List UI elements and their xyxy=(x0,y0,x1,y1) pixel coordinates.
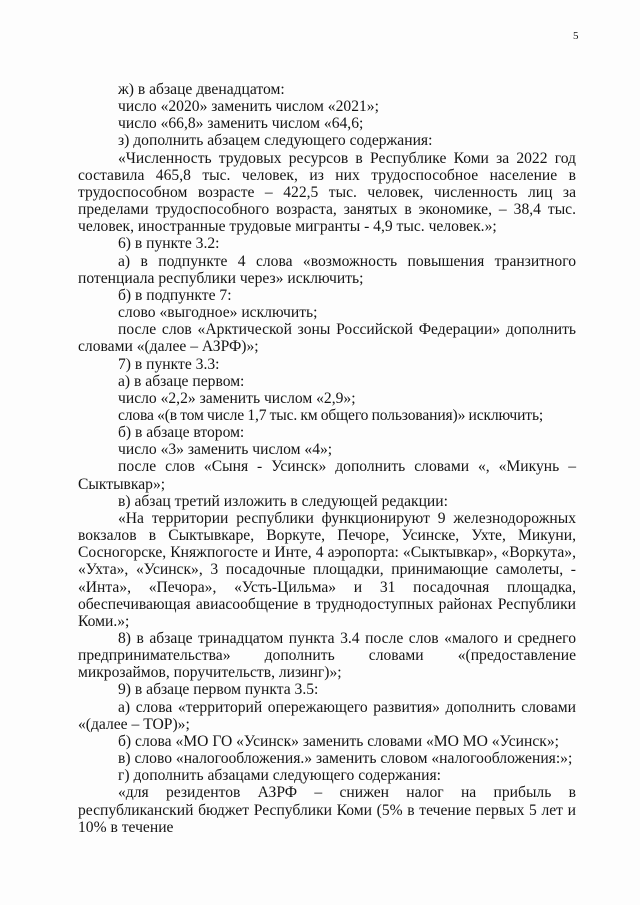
paragraph: «Численность трудовых ресурсов в Республике Коми за 2022 год составила 465,8 тыс. человек, из них трудоспособное население в трудоспособном возрасте – 422,5 тыс. человек, численность лиц за пределами трудоспособного возраста, занятых в экономике, – 38,4 тыс. человек, иностранные трудовые мигранты - 4,9 тыс. человек.»; xyxy=(78,149,576,236)
paragraph: слово «выгодное» исключить; xyxy=(118,304,318,322)
paragraph: в) слово «налогообложения.» заменить словом «налогообложения:»; xyxy=(118,750,573,768)
paragraph: 7) в пункте 3.3: xyxy=(118,355,220,373)
document-body xyxy=(78,81,576,836)
paragraph: г) дополнить абзацами следующего содержания: xyxy=(118,767,442,785)
paragraph: б) в подпункте 7: xyxy=(118,286,232,304)
paragraph: число «2020» заменить числом «2021»; xyxy=(118,98,379,116)
paragraph: в) абзац третий изложить в следующей редакции: xyxy=(118,492,448,510)
paragraph: 8) в абзаце тринадцатом пункта 3.4 после слов «малого и среднего предпринимательства» дополнить словами «(предоставление микрозаймов, поручительств, лизинг)»; xyxy=(78,630,576,682)
paragraph: 6) в пункте 3.2: xyxy=(118,235,220,253)
paragraph: «для резидентов АЗРФ – снижен налог на прибыль в республиканский бюджет Республики Коми (5% в течение первых 5 лет и 10% в течение xyxy=(78,784,576,836)
paragraph: б) слова «МО ГО «Усинск» заменить словами «МО МО «Усинск»; xyxy=(118,732,560,750)
paragraph: а) в абзаце первом: xyxy=(118,372,245,390)
paragraph: число «2,2» заменить числом «2,9»; xyxy=(118,389,356,407)
paragraph: после слов «Арктической зоны Российской Федерации» дополнить словами «(далее – АЗРФ)»; xyxy=(78,321,576,356)
paragraph: з) дополнить абзацем следующего содержания: xyxy=(118,132,433,150)
paragraph: б) в абзаце втором: xyxy=(118,424,245,442)
paragraph: после слов «Сыня - Усинск» дополнить словами «, «Микунь – Сыктывкар»; xyxy=(78,458,576,493)
paragraph: число «66,8» заменить числом «64,6; xyxy=(118,115,364,133)
paragraph: «На территории республики функционируют 9 железнодорожных вокзалов в Сыктывкаре, Воркуте, Печоре, Усинске, Ухте, Микуни, Сосногорске, Княжпогосте и Инте, 4 аэропорта: «Сыктывкар», «Воркута», «Ухта», «Усинск», 3 посадочные площадки, принимающие самолеты, - «Инта», «Печора», «Усть-Цильма» и 31 посадочная площадка, обеспечивающая авиасообщение в труднодоступных районах Республики Коми.»; xyxy=(78,509,576,630)
paragraph: ж) в абзаце двенадцатом: xyxy=(118,81,285,98)
paragraph: а) в подпункте 4 слова «возможность повышения транзитного потенциала республики через» исключить; xyxy=(78,252,576,287)
page-number: 5 xyxy=(573,30,579,42)
paragraph: 9) в абзаце первом пункта 3.5: xyxy=(118,681,319,699)
paragraph: а) слова «территорий опережающего развития» дополнить словами «(далее – ТОР)»; xyxy=(78,698,576,733)
paragraph: слова «(в том числе 1,7 тыс. км общего пользования)» исключить; xyxy=(118,406,544,424)
paragraph: число «3» заменить числом «4»; xyxy=(118,441,333,459)
